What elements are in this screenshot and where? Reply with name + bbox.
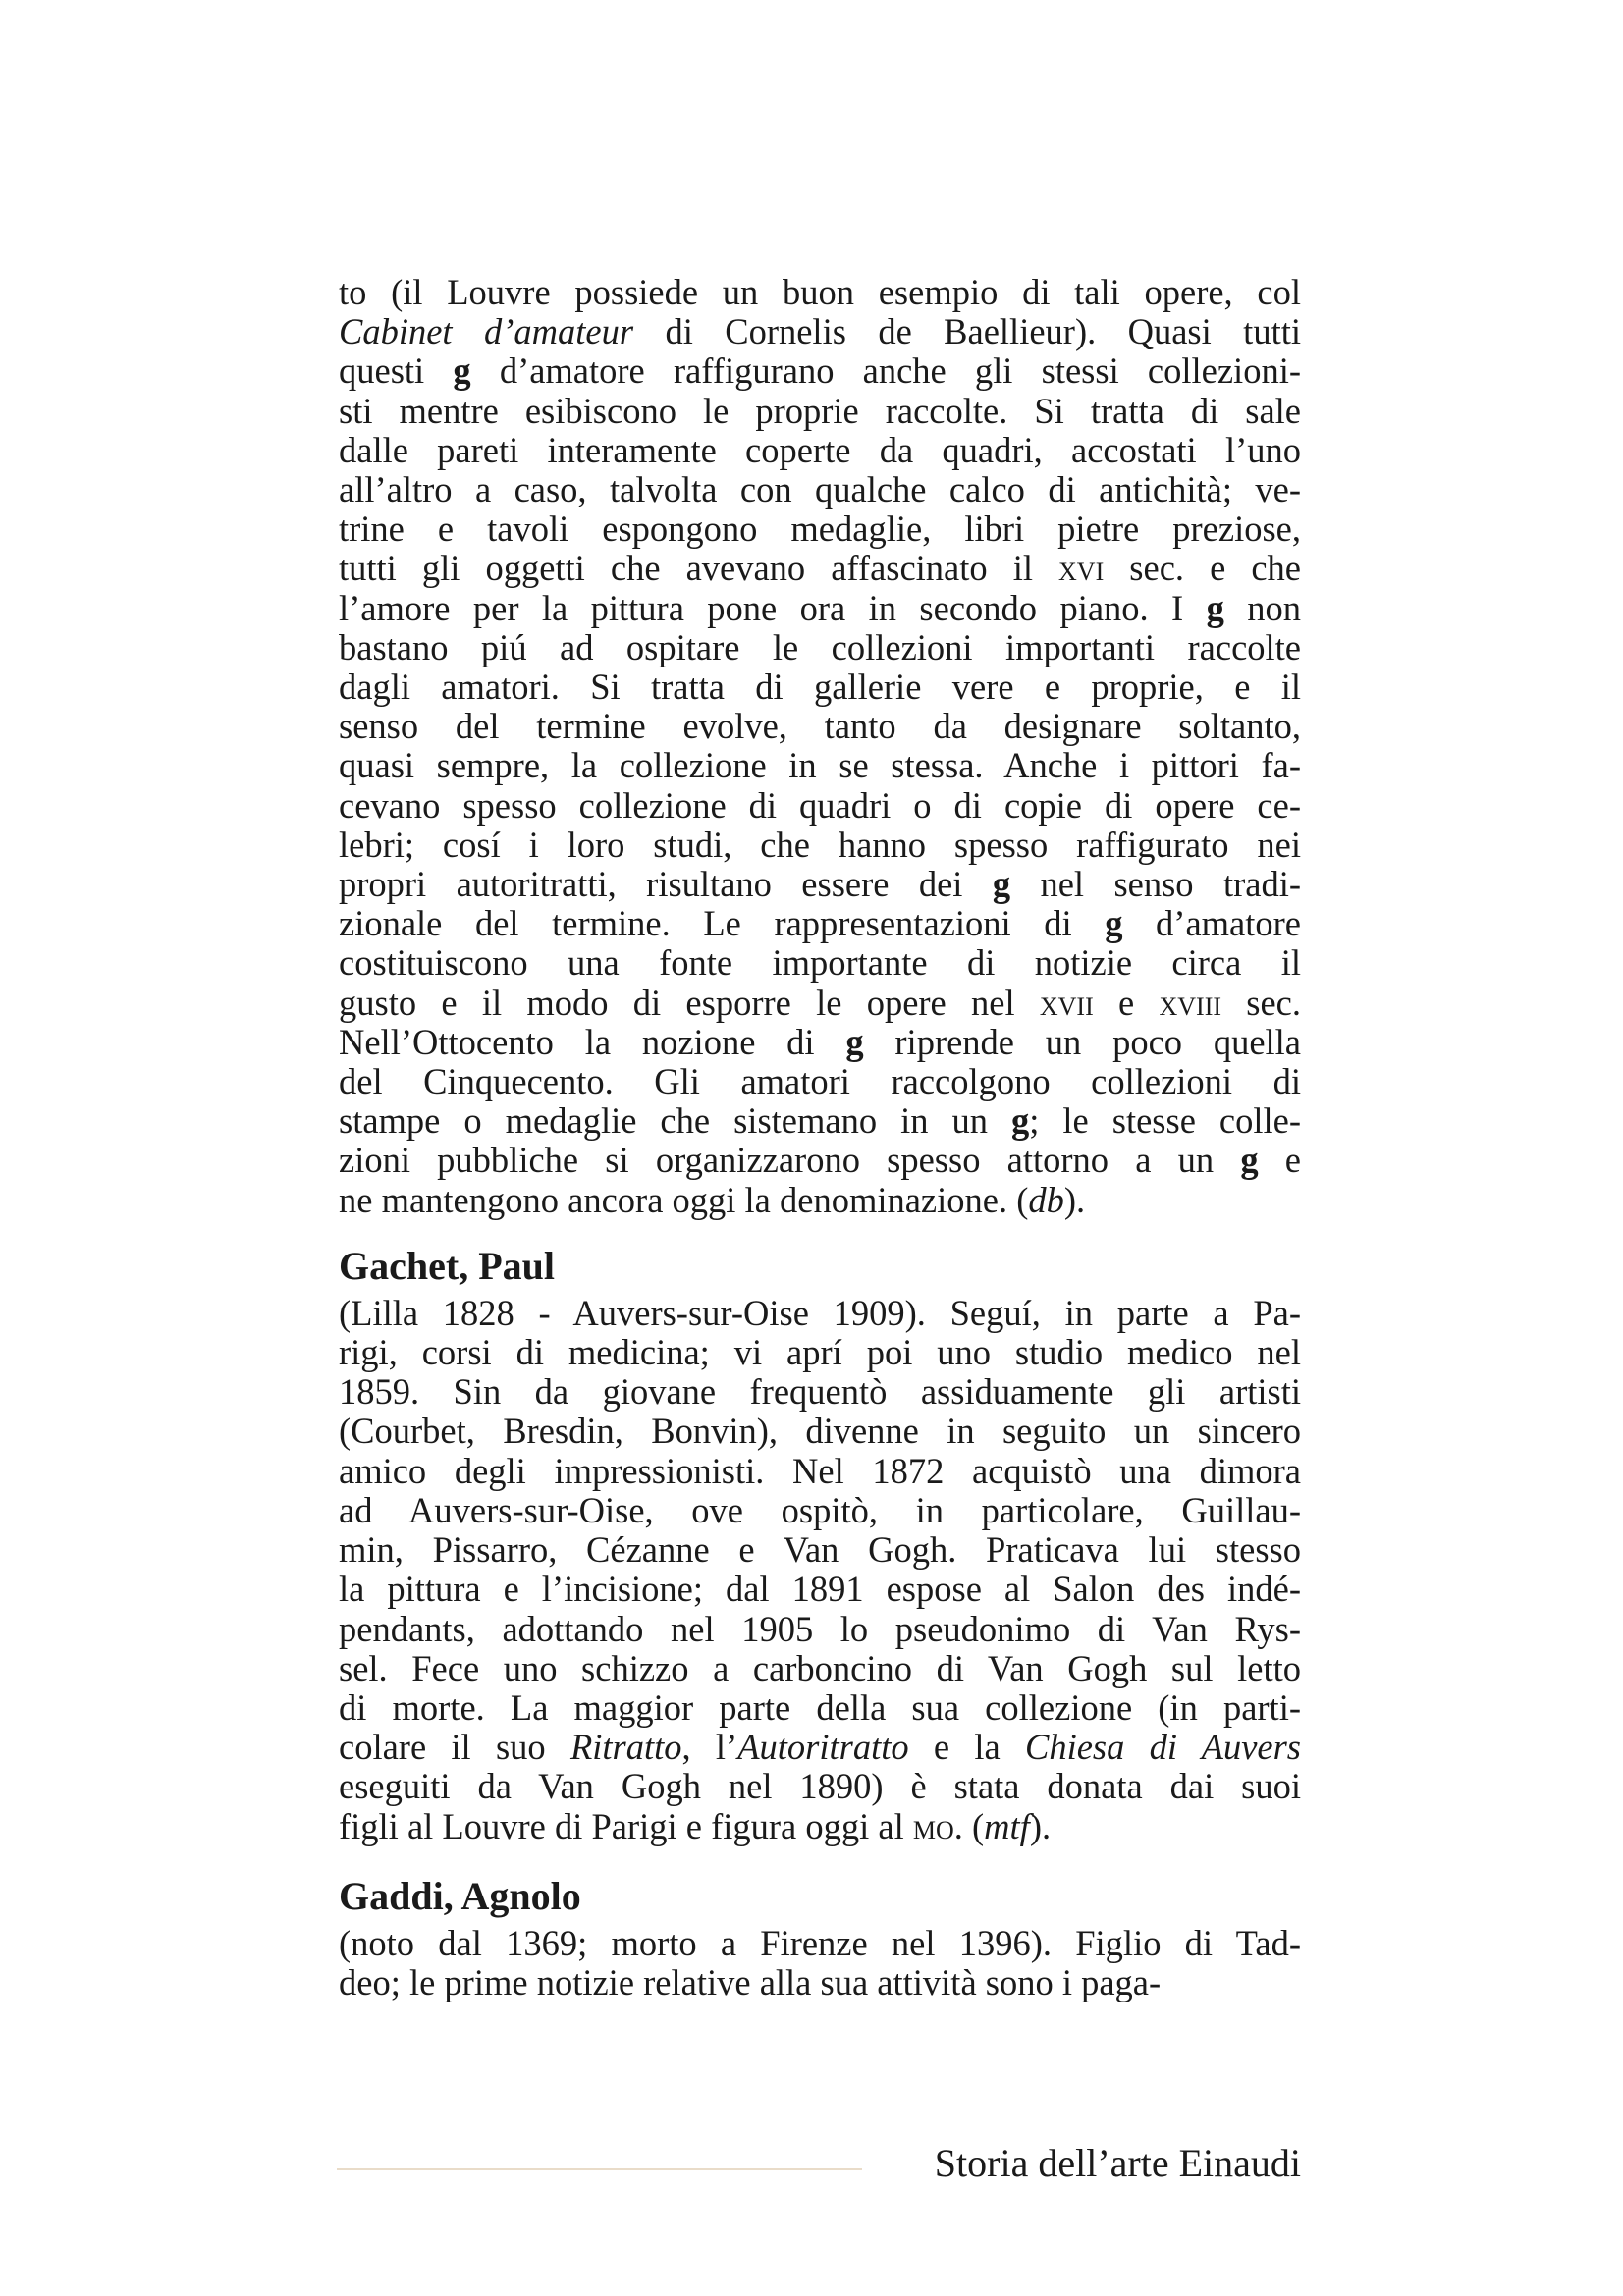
gachet-line: min, Pissarro, Cézanne e Van Gogh. Praticava lui stesso [339, 1529, 1301, 1571]
gachet-line: figli al Louvre di Parigi e figura oggi al mo. (mtf). [339, 1805, 1052, 1846]
gachet-line: (Courbet, Bresdin, Bonvin), divenne in seguito un sincero [339, 1411, 1301, 1452]
gachet-line: eseguiti da Van Gogh nel 1890) è stata donata dai suoi [339, 1766, 1301, 1807]
small-caps-text: xvii [1039, 982, 1094, 1023]
small-caps-text: mo [912, 1805, 954, 1846]
bold-abbreviation: g [992, 864, 1011, 905]
intro-line: to (il Louvre possiede un buon esempio di tali opere, col [339, 272, 1301, 312]
bold-abbreviation: g [1011, 1100, 1030, 1142]
bold-abbreviation: g [845, 1021, 864, 1062]
intro-line: quasi sempre, la collezione in se stessa. Anche i pittori fa- [339, 745, 1301, 786]
italic-text: Chiesa di Auvers [1025, 1727, 1302, 1768]
gachet-line: (Lilla 1828 - Auvers-sur-Oise 1909). Seguí, in parte a Pa- [339, 1292, 1301, 1333]
bold-abbreviation: g [453, 350, 471, 392]
small-caps-text: xvi [1058, 548, 1105, 589]
page-body [339, 273, 1301, 2002]
intro-line: questi g d’amatore raffigurano anche gli stessi collezioni- [339, 350, 1301, 392]
italic-text: mtf [984, 1805, 1030, 1846]
intro-line: costituiscono una fonte importante di notizie circa il [339, 942, 1301, 984]
gachet-line: colare il suo Ritratto, l’Autoritratto e la Chiesa di Auvers [339, 1727, 1302, 1768]
intro-line: bastano piú ad ospitare le collezioni importanti raccolte [339, 626, 1301, 667]
intro-line: zioni pubbliche si organizzarono spesso attorno a un g e [339, 1140, 1301, 1181]
footer-publisher: Storia dell’arte Einaudi [934, 2141, 1301, 2185]
intro-line: cevano spesso collezione di quadri o di copie di opere ce- [339, 784, 1301, 826]
gachet-line: amico degli impressionisti. Nel 1872 acquistò una dimora [339, 1450, 1301, 1491]
intro-line: lebri; cosí i loro studi, che hanno spesso raffigurato nei [339, 824, 1301, 865]
gachet-line: 1859. Sin da giovane frequentò assiduamente gli artisti [339, 1371, 1301, 1413]
entry-body-gachet [339, 1294, 1301, 1846]
italic-text: Cabinet d’amateur [339, 311, 634, 352]
intro-line: senso del termine evolve, tanto da designare soltanto, [339, 706, 1301, 747]
bold-abbreviation: g [1240, 1140, 1259, 1181]
intro-line: all’altro a caso, talvolta con qualche calco di antichità; ve- [339, 469, 1301, 510]
bold-abbreviation: g [1206, 587, 1224, 628]
intro-paragraph [339, 273, 1301, 1220]
gachet-line: pendants, adottando nel 1905 lo pseudonimo di Van Rys- [339, 1608, 1301, 1649]
small-caps-text: xviii [1159, 982, 1222, 1023]
bold-abbreviation: g [1105, 903, 1123, 944]
intro-line: l’amore per la pittura pone ora in secondo piano. I g non [339, 587, 1302, 628]
gachet-line: di morte. La maggior parte della sua collezione (in parti- [339, 1686, 1301, 1728]
gaddi-line: (noto dal 1369; morto a Firenze nel 1396). Figlio di Tad- [339, 1922, 1301, 1963]
gachet-line: rigi, corsi di medicina; vi aprí poi uno studio medico nel [339, 1332, 1301, 1373]
intro-line: propri autoritratti, risultano essere dei g nel senso tradi- [339, 864, 1301, 905]
intro-line: del Cinquecento. Gli amatori raccolgono collezioni di [339, 1061, 1301, 1102]
intro-line: dagli amatori. Si tratta di gallerie vere e proprie, e il [339, 667, 1301, 708]
intro-line: trine e tavoli espongono medaglie, libri pietre preziose, [339, 508, 1301, 550]
intro-line: Nell’Ottocento la nozione di g riprende un poco quella [339, 1021, 1301, 1062]
gachet-line: la pittura e l’incisione; dal 1891 espose al Salon des indé- [339, 1569, 1301, 1610]
page-footer [337, 2140, 1301, 2189]
entry-title-gaddi: Gaddi, Agnolo [339, 1873, 581, 1918]
gachet-line: sel. Fece uno schizzo a carboncino di Van Gogh sul letto [339, 1647, 1301, 1688]
entry-body-gaddi [339, 1924, 1301, 2002]
intro-line: Cabinet d’amateur di Cornelis de Baellieur). Quasi tutti [339, 311, 1301, 352]
gaddi-line: deo; le prime notizie relative alla sua attività sono i paga- [339, 1961, 1162, 2002]
italic-text: db [1028, 1179, 1064, 1220]
italic-text: Autoritratto [737, 1727, 909, 1768]
entry-title-gachet: Gachet, Paul [339, 1243, 555, 1288]
intro-line: tutti gli oggetti che avevano affascinato il xvi sec. e che [339, 548, 1301, 589]
intro-line: stampe o medaglie che sistemano in un g; le stesse colle- [339, 1100, 1301, 1142]
italic-text: Ritratto [569, 1727, 682, 1768]
gachet-line: ad Auvers-sur-Oise, ove ospitò, in particolare, Guillau- [339, 1489, 1301, 1530]
footer-rule [337, 2168, 862, 2170]
intro-line: ne mantengono ancora oggi la denominazione. (db). [339, 1179, 1086, 1220]
intro-line: zionale del termine. Le rappresentazioni di g d’amatore [339, 903, 1301, 944]
intro-line: gusto e il modo di esporre le opere nel xvii e xviii sec. [339, 982, 1302, 1023]
intro-line: dalle pareti interamente coperte da quadri, accostati l’uno [339, 429, 1301, 470]
intro-line: sti mentre esibiscono le proprie raccolte. Si tratta di sale [339, 390, 1301, 431]
